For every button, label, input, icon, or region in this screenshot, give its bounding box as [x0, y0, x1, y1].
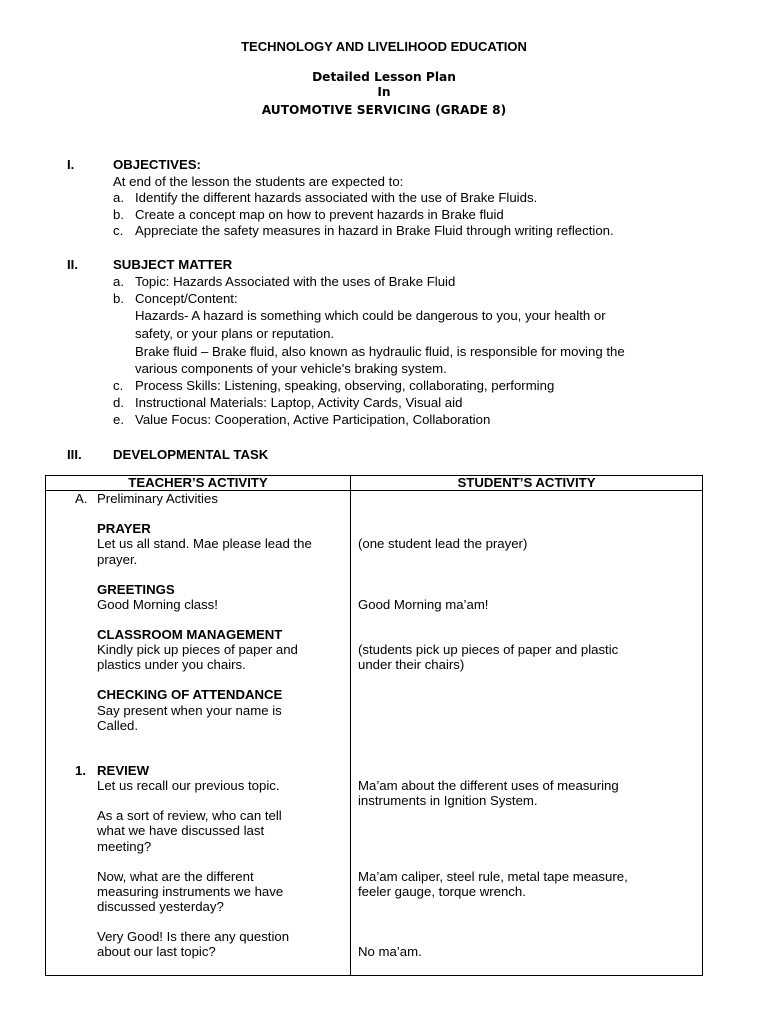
subject-value-focus: Value Focus: Cooperation, Active Participation, Collaboration — [135, 412, 491, 427]
prayer-heading: PRAYER — [97, 521, 151, 536]
developmental-task-heading: DEVELOPMENTAL TASK — [113, 447, 269, 462]
subject-concept-label: Concept/Content: — [135, 291, 238, 306]
review-question-3-line1: Very Good! Is there any question — [97, 929, 290, 944]
table-column-divider — [350, 475, 351, 975]
prayer-teacher-line2: prayer. — [97, 552, 138, 567]
section-number-2: II. — [67, 257, 78, 272]
classroom-management-teacher-line1: Kindly pick up pieces of paper and — [97, 642, 298, 657]
classroom-management-heading: CLASSROOM MANAGEMENT — [97, 627, 283, 642]
review-marker: 1. — [75, 763, 86, 778]
review-question-3-line2: about our last topic? — [97, 944, 216, 959]
subject-topic: Topic: Hazards Associated with the uses of Brake Fluid — [135, 274, 456, 289]
classroom-management-teacher-line2: plastics under you chairs. — [97, 657, 246, 672]
subject-process-skills: Process Skills: Listening, speaking, observing, collaborating, performing — [135, 378, 555, 393]
preliminary-marker: A. — [75, 491, 88, 506]
review-student-line2: instruments in Ignition System. — [358, 793, 538, 808]
section-number-3: III. — [67, 447, 82, 462]
student-activity-header: STUDENT’S ACTIVITY — [457, 475, 596, 490]
objective-item-a: Identify the different hazards associated with the use of Brake Fluids. — [135, 190, 538, 205]
review-question-2-line1: Now, what are the different — [97, 869, 254, 884]
greetings-student: Good Morning ma’am! — [358, 597, 489, 612]
preliminary-activities-label: Preliminary Activities — [97, 491, 218, 506]
classroom-management-student-line1: (students pick up pieces of paper and plastic — [358, 642, 619, 657]
review-student-line1: Ma’am about the different uses of measuring — [358, 778, 619, 793]
teacher-activity-header: TEACHER’S ACTIVITY — [128, 475, 268, 490]
objective-marker-b: b. — [113, 207, 124, 222]
subject-marker-d: d. — [113, 395, 124, 410]
objective-item-b: Create a concept map on how to prevent hazards in Brake fluid — [135, 207, 504, 222]
classroom-management-student-line2: under their chairs) — [358, 657, 465, 672]
review-question-2-line3: discussed yesterday? — [97, 899, 224, 914]
objectives-heading: OBJECTIVES: — [113, 157, 201, 172]
subject-materials: Instructional Materials: Laptop, Activity Cards, Visual aid — [135, 395, 463, 410]
section-number-1: I. — [67, 157, 75, 172]
brake-fluid-definition-line1: Brake fluid – Brake fluid, also known as hydraulic fluid, is responsible for moving the — [135, 344, 625, 359]
hazard-definition-line2: safety, or your plans or reputation. — [135, 326, 335, 341]
document-subtitle: Detailed Lesson Plan — [312, 70, 456, 84]
prayer-teacher-line1: Let us all stand. Mae please lead the — [97, 536, 312, 551]
subject-marker-e: e. — [113, 412, 124, 427]
review-question-1-line2: what we have discussed last — [97, 823, 265, 838]
review-question-2-line2: measuring instruments we have — [97, 884, 284, 899]
objective-marker-c: c. — [113, 223, 124, 238]
review-heading: REVIEW — [97, 763, 150, 778]
document-title: TECHNOLOGY AND LIVELIHOOD EDUCATION — [241, 39, 527, 54]
greetings-heading: GREETINGS — [97, 582, 175, 597]
document-subtitle-in: In — [377, 85, 391, 99]
prayer-student: (one student lead the prayer) — [358, 536, 528, 551]
attendance-heading: CHECKING OF ATTENDANCE — [97, 687, 283, 702]
review-teacher: Let us recall our previous topic. — [97, 778, 280, 793]
document-course-title: AUTOMOTIVE SERVICING (GRADE 8) — [261, 103, 507, 117]
subject-marker-c: c. — [113, 378, 124, 393]
review-question-1-line1: As a sort of review, who can tell — [97, 808, 282, 823]
objectives-intro: At end of the lesson the students are expected to: — [113, 174, 404, 189]
subject-matter-heading: SUBJECT MATTER — [113, 257, 233, 272]
subject-marker-b: b. — [113, 291, 124, 306]
brake-fluid-definition-line2: various components of your vehicle's braking system. — [135, 361, 447, 376]
review-answer-2-line2: feeler gauge, torque wrench. — [358, 884, 526, 899]
objective-marker-a: a. — [113, 190, 124, 205]
hazard-definition-line1: Hazards- A hazard is something which could be dangerous to you, your health or — [135, 308, 606, 323]
subject-marker-a: a. — [113, 274, 124, 289]
greetings-teacher: Good Morning class! — [97, 597, 218, 612]
attendance-teacher-line2: Called. — [97, 718, 139, 733]
review-answer-3: No ma’am. — [358, 944, 422, 959]
review-question-1-line3: meeting? — [97, 839, 152, 854]
objective-item-c: Appreciate the safety measures in hazard in Brake Fluid through writing reflection. — [135, 223, 614, 238]
attendance-teacher-line1: Say present when your name is — [97, 703, 282, 718]
review-answer-2-line1: Ma’am caliper, steel rule, metal tape measure, — [358, 869, 628, 884]
